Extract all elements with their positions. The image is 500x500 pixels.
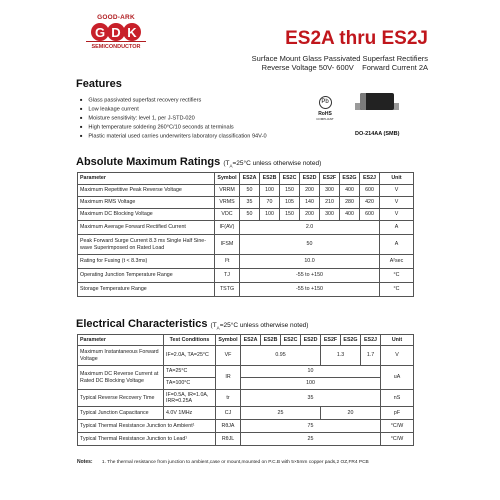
table-row [78,390,414,407]
notes [77,459,369,465]
col-header: ES2D [300,173,320,185]
col-header: ES2F [320,173,340,185]
logo-sub: SEMICONDUCTOR [91,44,141,50]
table-row [78,209,414,221]
table-row [78,197,414,209]
param-cell: Maximum RMS Voltage [78,197,215,209]
amr-heading [76,156,321,168]
unit-cell: pF [381,407,414,420]
symbol-cell: I²t [215,255,240,269]
cond-cell: TA=100°C [164,378,216,390]
logo-divider [86,41,146,42]
lead-free-icon: Pb [319,96,332,109]
value-cell: 1.3 [321,346,361,366]
symbol-cell: IF(AV) [215,221,240,235]
unit-cell: A [380,221,414,235]
value-cell: 300 [320,185,340,197]
ec-table [77,334,414,446]
value-cell: 280 [340,197,360,209]
param-cell: Typical Thermal Resistance Junction to Ambient¹ [78,420,216,433]
value-cell: 400 [340,209,360,221]
description-line: Surface Mount Glass Passivated Superfast Rectifiers [251,54,428,63]
amr-title: Absolute Maximum Ratings [76,156,221,168]
logo-glyph: D [107,23,125,41]
page-title: ES2A thru ES2J [285,28,428,49]
rohs-badge [314,96,336,121]
table-row [78,283,414,297]
value-cell: 2.0 [240,221,380,235]
col-header: ES2G [341,335,361,346]
value-cell: 100 [241,378,381,390]
value-cell: 1.7 [361,346,381,366]
symbol-cell: RθJA [216,420,241,433]
company-logo [86,14,146,50]
value-cell: -55 to +150 [240,283,380,297]
value-cell: 35 [240,197,260,209]
cond-cell: IF=0.5A, IR=1.0A, IRR=0.25A [164,390,216,407]
symbol-cell: TJ [215,269,240,283]
col-header: Symbol [216,335,241,346]
table-row [78,433,414,446]
value-cell: 50 [240,209,260,221]
param-cell: Typical Reverse Recovery Time [78,390,164,407]
amr-table [77,172,414,297]
col-header: ES2G [340,173,360,185]
param-cell: Storage Temperature Range [78,283,215,297]
ec-heading [76,318,308,330]
feature-item: ■ High temperature soldering 260°C/10 seconds at terminals [80,123,267,132]
notes-label: Notes: [77,459,93,465]
cond-cell: 4.0V 1MHz [164,407,216,420]
value-cell: 50 [240,235,380,255]
value-cell: 140 [300,197,320,209]
param-cell: Peak Forward Surge Current 8.3 ms Single Half Sine-wave Superimposed on Rated Load [78,235,215,255]
value-cell: 70 [260,197,280,209]
value-cell: 25 [241,407,321,420]
symbol-cell: VRRM [215,185,240,197]
symbol-cell: CJ [216,407,241,420]
col-header: Symbol [215,173,240,185]
unit-cell: V [380,197,414,209]
param-cell: Maximum DC Reverse Current at Rated DC Blocking Voltage [78,366,164,390]
value-cell: 10.0 [240,255,380,269]
value-cell: 0.95 [241,346,321,366]
logo-brand: GOOD-ARK [97,14,135,21]
value-cell: 35 [241,390,381,407]
feature-item: ■ Plastic material used carries underwriters laboratory classification 94V-0 [80,132,267,141]
symbol-cell: RθJL [216,433,241,446]
rohs-label: RoHS [318,111,332,117]
features-list [80,96,267,141]
col-header: ES2F [321,335,341,346]
features-heading: Features [76,78,122,90]
symbol-cell: VF [216,346,241,366]
table-header-row [78,335,414,346]
value-cell: 20 [321,407,381,420]
ec-title: Electrical Characteristics [76,318,208,330]
value-cell: 10 [241,366,381,378]
ec-condition: ($T_A=25^\circ C$ unless otherwise noted) [210,322,309,331]
table-header-row [78,173,414,185]
table-row [78,366,414,378]
notes-text: 1. The thermal resistance from junction to ambient,case or mount,mounted on P.C.B with 5×5mm copper pads,2 OZ,FR4 PCB [101,460,369,465]
table-row [78,420,414,433]
feature-item: ■ Low leakage current [80,105,267,114]
value-cell: 150 [280,209,300,221]
unit-cell: uA [381,366,414,390]
value-cell: 600 [360,209,380,221]
value-cell: 200 [300,185,320,197]
table-row [78,185,414,197]
col-header: ES2C [280,173,300,185]
cathode-band [360,93,366,110]
description-line: Reverse Voltage 50V- 600V Forward Current 2A [261,63,428,72]
col-header: Unit [380,173,414,185]
value-cell: 100 [260,209,280,221]
unit-cell: °C [380,269,414,283]
col-header: Unit [381,335,414,346]
unit-cell: A²sec [380,255,414,269]
col-header: ES2A [241,335,261,346]
unit-cell: °C/W [381,433,414,446]
param-cell: Operating Junction Temperature Range [78,269,215,283]
value-cell: 50 [240,185,260,197]
symbol-cell: IR [216,366,241,390]
unit-cell: V [380,209,414,221]
table-row [78,407,414,420]
product-description [252,54,428,72]
value-cell: 75 [241,420,381,433]
unit-cell: V [380,185,414,197]
value-cell: -55 to +150 [240,269,380,283]
logo-glyph: K [123,23,141,41]
col-header: ES2A [240,173,260,185]
package-image [352,90,402,118]
symbol-cell: TSTG [215,283,240,297]
col-header: ES2D [301,335,321,346]
value-cell: 150 [280,185,300,197]
col-header: ES2J [360,173,380,185]
symbol-cell: IFSM [215,235,240,255]
unit-cell: nS [381,390,414,407]
value-cell: 25 [241,433,381,446]
table-row [78,346,414,366]
param-cell: Typical Thermal Resistance Junction to Lead¹ [78,433,216,446]
value-cell: 210 [320,197,340,209]
value-cell: 200 [300,209,320,221]
table-row [78,221,414,235]
col-header: Parameter [78,173,215,185]
param-cell: Maximum Instantaneous Forward Voltage [78,346,164,366]
col-header: Test Conditions [164,335,216,346]
col-header: ES2B [261,335,281,346]
amr-condition: ($T_A=25^\circ C$ unless otherwise noted) [223,160,322,169]
table-row [78,269,414,283]
col-header: ES2C [281,335,301,346]
symbol-cell: VDC [215,209,240,221]
unit-cell: °C [380,283,414,297]
cond-cell: TA=25°C [164,366,216,378]
param-cell: Typical Junction Capacitance [78,407,164,420]
unit-cell: V [381,346,414,366]
feature-item: ■ Moisture sensitivity: level 1, per J-STD-020 [80,114,267,123]
unit-cell: °C/W [381,420,414,433]
unit-cell: A [380,235,414,255]
col-header: Parameter [78,335,164,346]
feature-item: ■ Glass passivated superfast recovery rectifiers [80,96,267,105]
logo-glyph: G [91,23,109,41]
symbol-cell: tr [216,390,241,407]
value-cell: 600 [360,185,380,197]
value-cell: 300 [320,209,340,221]
value-cell: 420 [360,197,380,209]
symbol-cell: VRMS [215,197,240,209]
param-cell: Maximum Repetitive Peak Reverse Voltage [78,185,215,197]
table-row [78,255,414,269]
param-cell: Rating for Fusing (t < 8.3ms) [78,255,215,269]
col-header: ES2B [260,173,280,185]
value-cell: 105 [280,197,300,209]
rohs-sub: COMPLIANT [316,117,334,121]
value-cell: 100 [260,185,280,197]
cond-cell: IF=2.0A, TA=25°C [164,346,216,366]
package-label: DO-214AA (SMB) [355,131,400,137]
table-row [78,235,414,255]
col-header: ES2J [361,335,381,346]
value-cell: 400 [340,185,360,197]
param-cell: Maximum Average Forward Rectified Current [78,221,215,235]
param-cell: Maximum DC Blocking Voltage [78,209,215,221]
logo-mark [86,23,146,41]
